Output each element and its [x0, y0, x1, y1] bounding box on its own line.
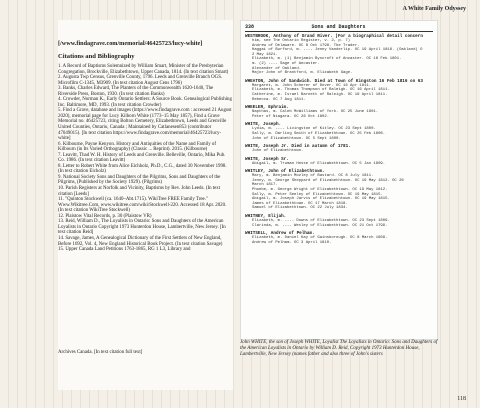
- scan-entry-line: Jenny, m. George Sheppard of Elizabethtown. OC 19 May 1812. OC 26: [252, 178, 404, 183]
- scan-entry-line: Sally, m. Peter Seeley of Elizabethtown. OC 19 May 1815.: [252, 192, 383, 197]
- scan-entry-line: Andrew of Delaware. OC 8 Oct 1798. The Trader.: [252, 43, 360, 48]
- scan-page-number: 338: [245, 24, 255, 30]
- scan-entry-line: Elizabeth, m. (1) Benjamin Byscroft of Ancaster. OC 16 Feb 1801.: [252, 57, 402, 62]
- citation-tail: Archives Canada. [In text citation full text]: [58, 350, 143, 355]
- citation-item: 2. Augusta Twp Census, Grenville County, 1796. Leeds and Grenville Branch OGS. Microfilm C-1345, M3909. (In text citation August Cens 1796): [58, 75, 223, 86]
- scan-entry: [245, 169, 433, 211]
- citation-item: 14. Savage, James, A Genealogical Dictionary of the First Settlers of New England, Before 1692, Vol. 4, New England Historical Book Project. (In text citation Savage): [58, 235, 223, 247]
- scan-entry-line: Phoebe, m. George Wright of Elizabethtown. OC 19 May 1812.: [252, 188, 388, 193]
- scan-entry-line: m. (2) ---- Sage of Ancaster.: [252, 61, 320, 66]
- scan-entries: [241, 34, 437, 245]
- scan-entry-line: Haggai of Burford, m. ---- Jenny Vanderlip. OC 19 April 1816. (Oakland) O: [252, 48, 423, 53]
- scan-entry-line: Elizabeth, m. Daniel Kay of Gainsborough. OC 8 March 1809.: [252, 236, 388, 241]
- scan-entry-line: Clarinda, m. ---- Wesley of Elizabethtown. OC 21 Oct 1799.: [252, 223, 388, 228]
- scan-entry-line: him, see The Ontario Register, v. 2, p. 7): [252, 39, 351, 43]
- scan-entry-line: March 1817.: [252, 183, 278, 188]
- scan-entry-line: 2 May 1821.: [252, 52, 278, 57]
- citation-item: 1. A Record of Baptisms Solemnized by William Smart, Minister of the Presbyterian Congregation, Brockville, Elizabethtown, Upper Canada, 1814. (In text citation Smart): [58, 64, 229, 75]
- scan-caption: John WHITE, the son of Joseph WHITE, Loyalist The Loyalists in Ontario: Sons and Daughters of the American Loyalists in Ontario by William D. Reid, Copyright 1973 Hunterdon House, Lambertville, New Jersey (names father and also three of John's sisters: [240, 340, 438, 357]
- scan-page-title: Sons and Daughters: [311, 24, 366, 30]
- scan-entry-line: Mary, m. Benjamin Mozley of Bastard. OC 8 July 1811.: [252, 174, 374, 179]
- scan-entry-line: Catherine, m. Israel Barnett of Raleigh. OC 16 April 1811.: [252, 92, 388, 97]
- scan-entry-head: WHITLEY, John of Elizabethtown.: [245, 169, 325, 175]
- scan-entry: [245, 122, 433, 141]
- scan-entry-head: WHITE, Joseph.: [245, 122, 282, 128]
- citation-item: 10. Parish Registers at Norfolk and Vicinity, Baptisms by Rev. John Leeds. (In text citation [Leeds]: [58, 186, 221, 197]
- scan-entry: [245, 79, 433, 102]
- citation-item: 3. Banks, Charles Edward, The Planters of the Commonwealth 1620-1640, The Riverside Press, Boston, 1930. (In text citation Banks): [58, 86, 214, 97]
- scan-entry-line: Rebecca. OC 7 Aug 1811.: [252, 97, 306, 102]
- scan-entry: [245, 105, 433, 119]
- section-title: Citations and Bibliography: [58, 53, 135, 60]
- citation-item: 11. "Quinton Stockwell (ca. 1640–Abt.1715). WikiTree FREE Family Tree." Www.Wikitree.Com, www.wikitree.com/wiki/Stockwell-220. Accessed 18 Apr. 2020. (In text citation WikiTree Stockwell): [58, 197, 227, 214]
- scan-entry-head: WHEELER, Ephraim.: [245, 105, 289, 111]
- scan-header: [241, 21, 437, 31]
- scan-entry-line: Andrew of Pelham. OC 3 April 1810.: [252, 240, 332, 245]
- running-header: A White Family Odyssey: [402, 6, 466, 12]
- scan-entry-head: WHITSELL, Andrew of Pelham.: [245, 231, 315, 237]
- scan-entry-line: Peter of Niagara. OC 26 Oct 1802.: [252, 114, 330, 119]
- citation-item: 4. Crowder, Norman K., Early Ontario Settlers: A Source Book. Genealogical Publishing Inc. Baltimore, MD, 1993. (In text citation Crowder): [58, 97, 232, 108]
- citation-item: 9. National Society Sons and Daughters of the Pilgrims, Sons and Daughters of the Pilgrims, (Published by the Society 1929). (Pilgrims): [58, 174, 221, 186]
- scan-entry-line: Major John of Brantford, m. Elizabeth Gage.: [252, 71, 353, 76]
- scan-entry: [245, 214, 433, 228]
- scan-divider: [245, 31, 433, 32]
- page-number: 118: [457, 396, 466, 402]
- scan-entry-head: WHITNEY, Elijah.: [245, 214, 287, 220]
- scan-entry-head: WHITE, Joseph Jr. Died in autumn of 1781.: [245, 144, 351, 150]
- scan-entry-line: Sally, m. Darling Smith of Elizabethtown. OC 25 Feb 1806.: [252, 131, 386, 136]
- citation-item: 13. Reid, William D., The Loyalists in Ontario: Sons and Daughters of the American Loyalists in Ontario Copyright 1973 Hunterdon House, Lambertville, New Jersey. [In text citation Reid]: [58, 219, 226, 236]
- scan-entry-line: Abigail, m. Truman Hosse of Elizabethtown. OC 5 Jan 1809.: [252, 161, 386, 166]
- scan-entry-line: Margaret, m. John Scherer of Dover. OC 16 Apr 1811.: [252, 83, 372, 88]
- citation-item: 7. Leavitt, Thad W. H. History of Leeds and Grenville. Belleville, Ontario, Mika Pub. Co. 1986. (In text citation Leavitt): [58, 152, 226, 164]
- citation-item: 8. Letter to Robert White from Alice Eichholz, Ph.D., C.G., dated 30 November 1998. (In text citation Eicholz): [58, 163, 227, 175]
- scan-entry: [245, 231, 433, 245]
- scan-entry-line: John of Elizabethtown. OC 5 Sept 1800.: [252, 136, 341, 141]
- scan-entry: [245, 144, 433, 154]
- scan-entry-line: Samuel of Elizabethtown. OC 22 July 1834.: [252, 206, 348, 211]
- scan-entry-line: Elizabeth, m. ---- Downs of Elizabethtown. OC 23 Sept 1809.: [252, 219, 390, 224]
- scan-entry-line: Lydia, m. ---- Livingston of Kitley. OC 23 Sept 1800.: [252, 127, 376, 132]
- scanned-book-page: [240, 20, 438, 340]
- scan-entry-line: Elizabeth, m. Thomas Thompson of Raleigh. OC 16 April 1811.: [252, 88, 390, 93]
- scan-entry-head: WHITE, Joseph Sr.: [245, 156, 289, 162]
- memorial-url: [/www.findagrave.com/memorial/46425723/lucy-white]: [58, 40, 203, 47]
- citation-item: 5. Find a Grave, database and images (https://www.findagrave.com : accessed 21 August 2020), memorial page for Lucy Kilborn White (1773–15 May 1857), Find a Grave Memorial no. 46425723, citing Bolton Cemetery, Elizabethtown, Leeds and Grenville United Counties, Ontario, Canada ; Maintained by Catlanesen853 (contributor 47049015). [In text citation https://www.findagrave.com/memorial/46425723/lucy-white]: [58, 108, 232, 142]
- scan-entry: [245, 157, 433, 167]
- scan-entry-line: John of Elizabethtown.: [252, 149, 304, 154]
- scan-entry-head: WESTBROOK, Anthony of Grand River. (For a biographical detail concern: [245, 34, 423, 39]
- scan-entry: [245, 34, 433, 76]
- scan-entry-line: James of Elizabethtown. OC 17 March 1818.: [252, 201, 348, 206]
- scan-entry-line: Abigail, m. Joseph Jarvis of Elizabethtown. OC 19 May 1815.: [252, 197, 390, 202]
- scan-entry-head: WHEATON, John of Sandwich. Died at Town of Kingston 16 Feb 1816 on 63: [245, 78, 423, 84]
- scan-entry-line: Alexander of Oakland.: [252, 66, 302, 71]
- citation-item: 6. Kilbourne, Payne Kenyon. History and Antiquities of the Name and Family of Kilbourn (in Its Varied Orthography) (Classic ... Reprint). 2015. (Kilbourne): [58, 141, 216, 153]
- citations-column: [58, 20, 233, 390]
- scan-entry-line: Napthas, m. Caleb McWilliams of York. OC 25 June 1801.: [252, 110, 379, 115]
- citation-item: 15. Upper Canada Land Petitions 1763-1865, RG 1 L3, Library and: [58, 247, 191, 253]
- citation-item: 12. Plaistow Vital Records, p. 30 (Plaistow VR): [58, 213, 152, 219]
- citation-list: [58, 64, 233, 253]
